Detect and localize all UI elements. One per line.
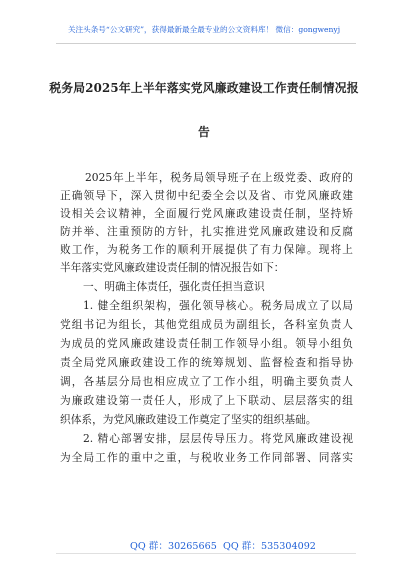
paragraph-line: 1. 健全组织架构，强化领导核心。税务局成立了以局 <box>83 299 353 312</box>
paragraph-line: 防并举、注重预防的方针，扎实推进党风廉政建设和反腐 <box>60 225 353 238</box>
paragraph-line: 织体系，为党风廉政建设工作奠定了坚实的组织基础。 <box>60 413 317 426</box>
footer-contact <box>0 538 408 552</box>
footer-qq-right: QQ 群：535304092 <box>223 541 316 552</box>
paragraph-line: 2025年上半年，税务局领导班子在上级党委、政府的 <box>85 171 353 184</box>
paragraph-line: 党组书记为组长，其他党组成员为副组长，各科室负责人 <box>60 318 353 331</box>
document-title-line-2: 告 <box>198 125 210 139</box>
header-divider <box>56 43 356 44</box>
paragraph-line: 责全局党风廉政建设工作的统筹规划、监督检查和指导协 <box>60 356 353 369</box>
footer-qq-left: QQ 群：30265665 <box>130 541 217 552</box>
section-heading: 一、明确主体责任，强化责任担当意识 <box>83 280 265 293</box>
paragraph-line: 为全局工作的重中之重，与税收业务工作同部署、同落实 <box>60 451 353 464</box>
paragraph-line: 为廉政建设第一责任人，形成了上下联动、层层落实的组 <box>60 394 353 407</box>
paragraph-line: 正确领导下，深入贯彻中纪委全会以及省、市党风廉政建 <box>60 189 353 202</box>
document-title-line-1: 税务局2025年上半年落实党风廉政建设工作责任制情况报 <box>49 81 359 95</box>
paragraph-line: 2. 精心部署安排，层层传导压力。将党风廉政建设视 <box>83 432 353 445</box>
paragraph-line: 设相关会议精神，全面履行党风廉政建设责任制，坚持矫 <box>60 207 353 220</box>
paragraph-line: 半年落实党风廉政建设责任制的情况报告如下： <box>60 261 285 274</box>
header-banner: 关注头条号“公文研究”，获得最新最全最专业的公文资料库！ 微信：gongwenyj <box>67 25 341 34</box>
paragraph-line: 败工作，为税务工作的顺利开展提供了有力保障。现将上 <box>60 243 353 256</box>
paragraph-line: 调，各基层分局也相应成立了工作小组，明确主要负责人 <box>60 375 353 388</box>
paragraph-line: 为成员的党风廉政建设责任制工作领导小组。领导小组负 <box>60 337 353 350</box>
footer-divider <box>56 553 356 554</box>
